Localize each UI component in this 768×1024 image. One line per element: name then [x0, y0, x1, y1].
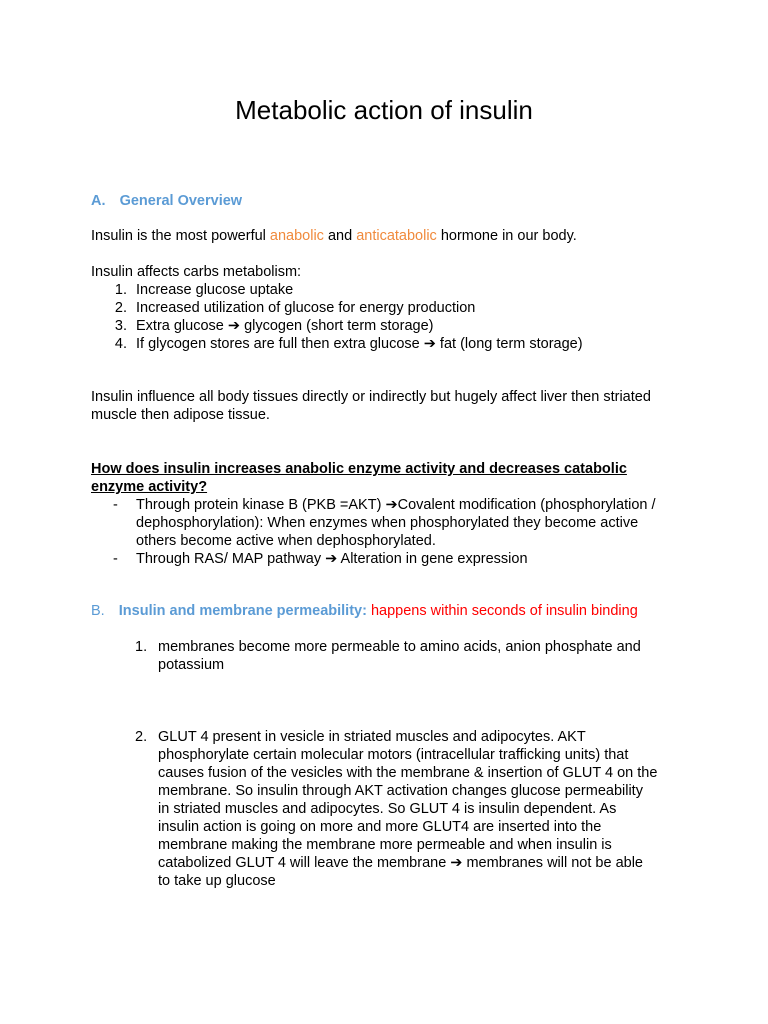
text-line: in striated muscles and adipocytes. So GLUT 4 is insulin dependent. As	[158, 801, 617, 817]
text-line: membranes become more permeable to amino acids, anion phosphate and	[158, 639, 641, 655]
text-line: potassium	[158, 657, 225, 673]
arrow-icon: ➔	[325, 551, 338, 567]
list-item	[135, 728, 705, 890]
list-item	[91, 496, 711, 550]
text-line: GLUT 4 present in vesicle in striated muscles and adipocytes. AKT	[158, 729, 586, 745]
mechanism-bullets	[91, 496, 711, 568]
tissues-paragraph	[91, 388, 651, 424]
list-item	[91, 550, 711, 568]
list-item-text	[135, 728, 705, 890]
section-a-heading	[91, 192, 242, 210]
anabolic-term: anabolic	[269, 228, 324, 244]
list-item	[91, 299, 711, 317]
list-item-text-end: fat (long term storage)	[435, 336, 583, 352]
list-item	[91, 335, 711, 353]
anticatabolic-term: anticatabolic	[356, 228, 437, 244]
text-end: membranes will not be able	[462, 855, 643, 871]
list-item-text	[135, 638, 695, 674]
list-item-text: Increase glucose uptake	[136, 282, 294, 298]
section-b-note: happens within seconds of insulin binding	[366, 603, 638, 619]
intro-text-start: Insulin is the most powerful	[91, 228, 270, 244]
list-number: 1.	[114, 282, 127, 298]
intro-text-end: hormone in our body.	[436, 228, 577, 244]
page-title: Metabolic action of insulin	[235, 95, 533, 125]
bullet-line	[136, 496, 711, 514]
text-line: to take up glucose	[158, 873, 276, 889]
section-b-heading	[91, 602, 638, 620]
bullet-text-end: Covalent modification (phosphorylation /	[397, 497, 656, 513]
list-number: 2.	[135, 729, 148, 745]
bullet-line: dephosphorylation): When enzymes when phosphorylated they become active	[136, 515, 639, 531]
list-item	[135, 638, 695, 674]
bullet-text-end: Alteration in gene expression	[337, 551, 528, 567]
list-item	[91, 281, 711, 299]
list-number: 3.	[114, 318, 127, 334]
list-number: 1.	[135, 639, 148, 655]
bullet-text-start: Through protein kinase B (PKB =AKT)	[136, 497, 386, 513]
list-item-text-start: If glycogen stores are full then extra glucose	[136, 336, 424, 352]
dash-bullet: -	[113, 551, 118, 567]
section-a-letter: A.	[91, 193, 106, 209]
text-line: membrane. So insulin through AKT activation changes glucose permeability	[158, 783, 643, 799]
bullet-text-start: Through RAS/ MAP pathway	[136, 551, 326, 567]
list-item-text-start: Extra glucose	[136, 318, 228, 334]
intro-paragraph	[91, 227, 577, 245]
text-line: causes fusion of the vesicles with the membrane & insertion of GLUT 4 on the	[158, 765, 658, 781]
text-line: insulin action is going on more and more GLUT4 are inserted into the	[158, 819, 602, 835]
dash-bullet: -	[113, 497, 118, 513]
text-start: catabolized GLUT 4 will leave the membrane	[158, 855, 451, 871]
question-line-2: enzyme activity?	[91, 479, 208, 495]
tissues-line-1: Insulin influence all body tissues directly or indirectly but hugely affect liver then striated	[91, 389, 651, 405]
bullet-line	[136, 550, 711, 568]
bullet-line: others become active when dephosphorylated.	[136, 533, 436, 549]
section-b-title: Insulin and membrane permeability:	[118, 603, 367, 619]
arrow-icon: ➔	[450, 855, 463, 871]
list-item-text: Increased utilization of glucose for energy production	[136, 300, 476, 316]
intro-text-middle: and	[323, 228, 357, 244]
question-line-1: How does insulin increases anabolic enzyme activity and decreases catabolic	[91, 461, 627, 477]
text-line	[158, 854, 705, 872]
text-line: membrane making the membrane more permeable and when insulin is	[158, 837, 612, 853]
carbs-intro: Insulin affects carbs metabolism:	[91, 264, 302, 280]
list-item	[91, 317, 711, 335]
carbs-list	[91, 281, 711, 353]
enzyme-question-heading	[91, 460, 627, 496]
section-b-letter: B.	[91, 603, 105, 619]
arrow-icon: ➔	[385, 497, 398, 513]
text-line: phosphorylate certain molecular motors (intracellular trafficking units) that	[158, 747, 629, 763]
list-number: 4.	[114, 336, 127, 352]
arrow-icon: ➔	[227, 318, 241, 334]
section-a-title: General Overview	[119, 193, 243, 209]
list-item-text-end: glycogen (short term storage)	[240, 318, 434, 334]
arrow-icon: ➔	[423, 336, 436, 352]
tissues-line-2: muscle then adipose tissue.	[91, 407, 270, 423]
list-number: 2.	[114, 300, 127, 316]
